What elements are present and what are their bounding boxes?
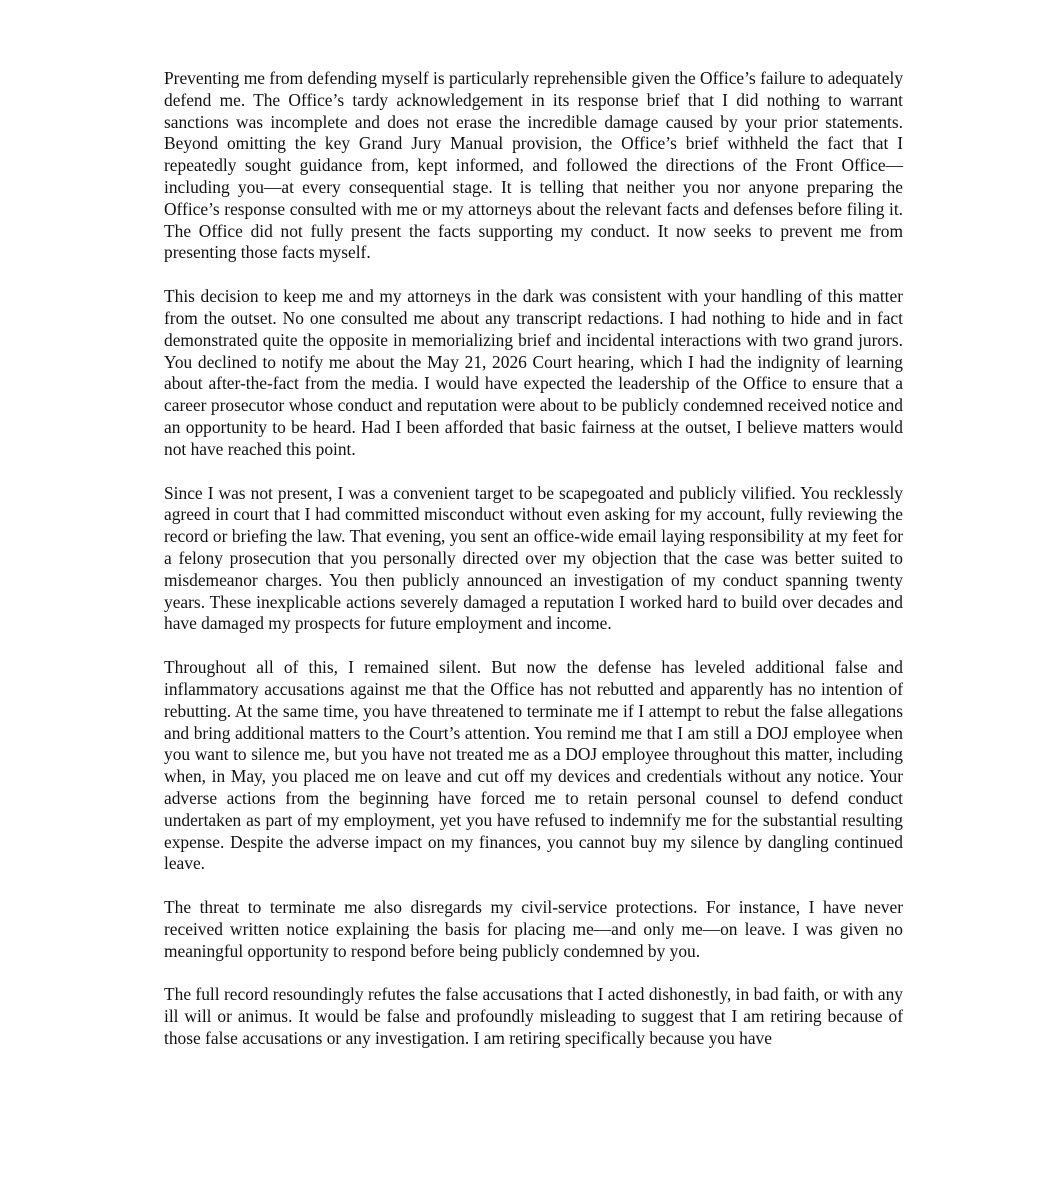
paragraph-civil-service: The threat to terminate me also disregards my civil-service protections. For instance, I have never received written notice explaining the basis for placing me—and only me—on leave. I was given no meaningful opportunity to respond before being publicly condemned by you.	[164, 897, 903, 961]
paragraph-scapegoated: Since I was not present, I was a convenient target to be scapegoated and publicly vilified. You recklessly agreed in court that I had committed misconduct without even asking for my account, fully reviewing the record or briefing the law. That evening, you sent an office-wide email laying responsibility at my feet for a felony prosecution that you personally directed over my objection that the case was better suited to misdemeanor charges. You then publicly announced an investigation of my conduct spanning twenty years. These inexplicable actions severely damaged a reputation I worked hard to build over decades and have damaged my prospects for future employment and income.	[164, 482, 903, 634]
paragraph-remained-silent: Throughout all of this, I remained silent. But now the defense has leveled additional false and inflammatory accusations against me that the Office has not rebutted and apparently has no intention of rebutting. At the same time, you have threatened to terminate me if I attempt to rebut the false allegations and bring additional matters to the Court’s attention. You remind me that I am still a DOJ employee when you want to silence me, but you have not treated me as a DOJ employee throughout this matter, including when, in May, you placed me on leave and cut off my devices and credentials without any notice. Your adverse actions from the beginning have forced me to retain personal counsel to defend conduct undertaken as part of my employment, yet you have refused to indemnify me for the substantial resulting expense. Despite the adverse impact on my finances, you cannot buy my silence by dangling continued leave.	[164, 657, 903, 874]
letter-body	[164, 68, 903, 1050]
paragraph-defending-myself: Preventing me from defending myself is particularly reprehensible given the Office’s failure to adequately defend me. The Office’s tardy acknowledgement in its response brief that I did nothing to warrant sanctions was incomplete and does not erase the incredible damage caused by your prior statements. Beyond omitting the key Grand Jury Manual provision, the Office’s brief withheld the fact that I repeatedly sought guidance from, kept informed, and followed the directions of the Front Office—including you—at every consequential stage. It is telling that neither you nor anyone preparing the Office’s response consulted with me or my attorneys about the relevant facts and defenses before filing it. The Office did not fully present the facts supporting my conduct. It now seeks to prevent me from presenting those facts myself.	[164, 68, 904, 263]
paragraph-kept-in-dark: This decision to keep me and my attorneys in the dark was consistent with your handling of this matter from the outset. No one consulted me about any transcript redactions. I had nothing to hide and in fact demonstrated quite the opposite in memorializing brief and incidental interactions with two grand jurors. You declined to notify me about the May 21, 2026 Court hearing, which I had the indignity of learning about after-the-fact from the media. I would have expected the leadership of the Office to ensure that a career prosecutor whose conduct and reputation were about to be publicly condemned received notice and an opportunity to be heard. Had I been afforded that basic fairness at the outset, I believe matters would not have reached this point.	[164, 286, 903, 459]
paragraph-full-record: The full record resoundingly refutes the false accusations that I acted dishonestly, in bad faith, or with any ill will or animus. It would be false and profoundly misleading to suggest that I am retiring because of those false accusations or any investigation. I am retiring specifically because you have	[164, 984, 903, 1049]
